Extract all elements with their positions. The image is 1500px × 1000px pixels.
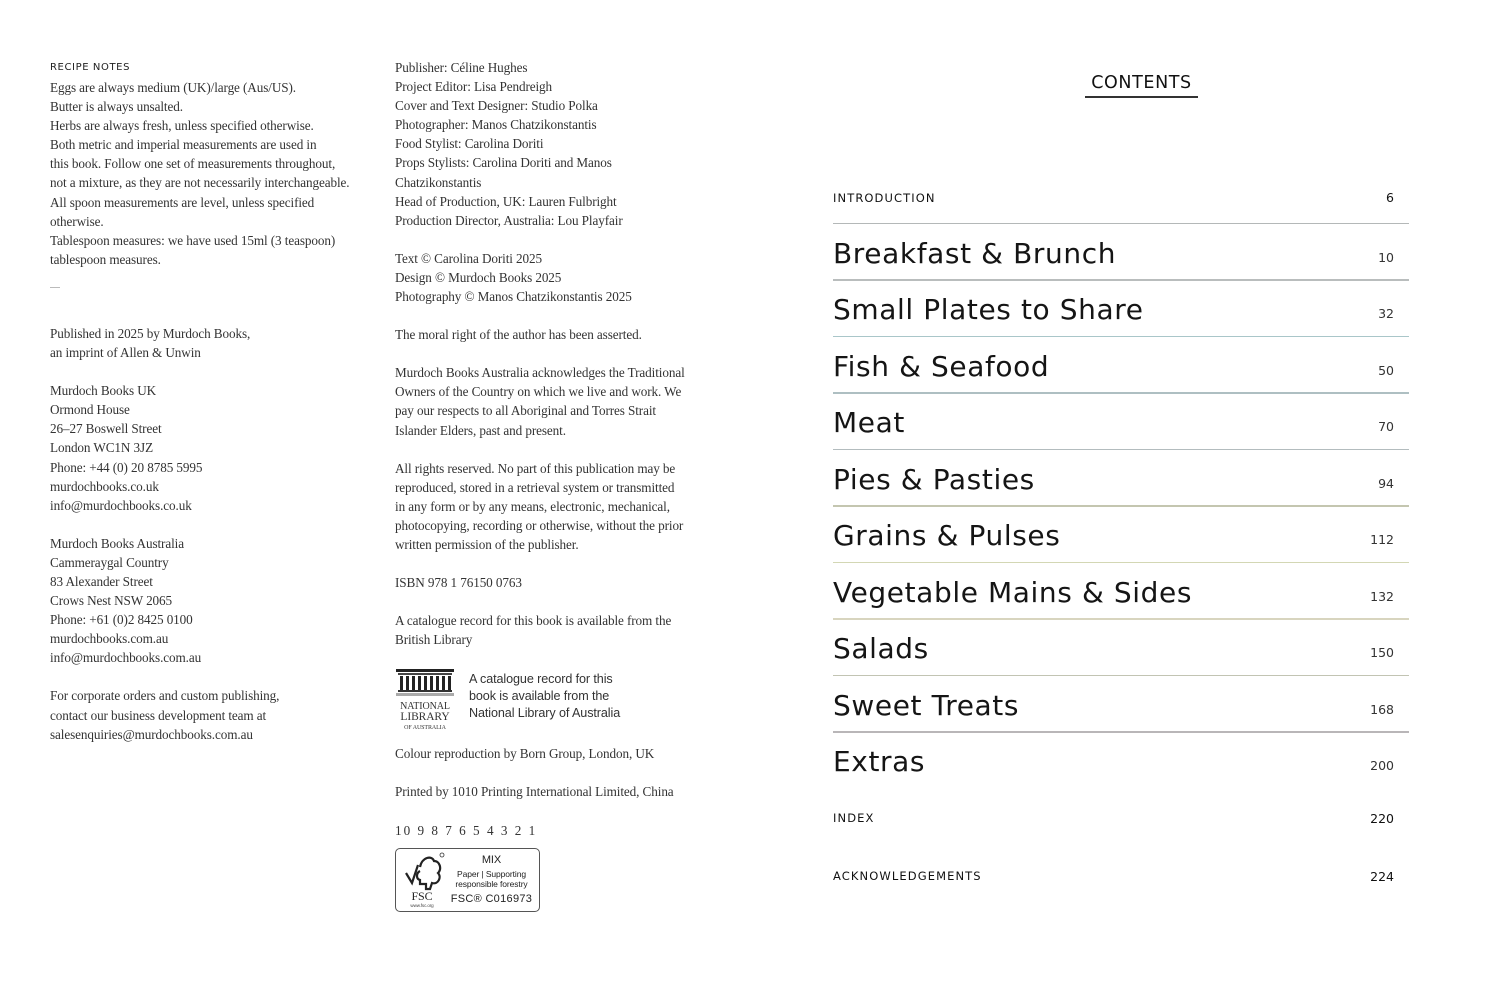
toc-entry-page-number: 200 [1370, 758, 1394, 774]
credits-team [395, 58, 715, 230]
printer-line: Printed by 1010 Printing International Limited, China [395, 784, 674, 800]
national-library-logo-icon [395, 668, 455, 732]
copyright-line: Design © Murdoch Books 2025 [395, 269, 562, 285]
toc-entry[interactable] [833, 620, 1409, 677]
svg-text:OF AUSTRALIA: OF AUSTRALIA [404, 725, 446, 732]
toc-entry-page-number: 6 [1386, 190, 1394, 205]
email-link[interactable]: info@murdochbooks.co.uk [50, 497, 192, 513]
rights-reserved [395, 459, 715, 554]
corporate-orders [50, 686, 380, 743]
toc-entry-title: Pies & Pasties [833, 462, 1035, 496]
recipe-notes-heading: RECIPE NOTES [50, 62, 131, 73]
recipe-note-line: All spoon measurements are level, unless specified [50, 194, 315, 210]
phone-line: Phone: +44 (0) 20 8785 5995 [50, 459, 203, 475]
toc-divider [833, 904, 1409, 906]
address-line: 26–27 Boswell Street [50, 421, 162, 437]
toc-entry[interactable] [833, 507, 1409, 564]
toc-entry[interactable] [833, 171, 1409, 224]
nla-catalogue-text [469, 668, 620, 722]
nla-text-line: A catalogue record for this [469, 672, 613, 687]
credit-line: Chatzikonstantis [395, 174, 482, 190]
recipe-note-line: Both metric and imperial measurements are used in [50, 137, 317, 153]
website-link[interactable]: murdochbooks.com.au [50, 631, 169, 647]
acknowledgement-line: Owners of the Country on which we live and work. We [395, 384, 682, 400]
rights-line: photocopying, recording or otherwise, without the prior [395, 517, 684, 533]
contents-title: CONTENTS [1085, 73, 1198, 98]
svg-text:www.fsc.org: www.fsc.org [410, 902, 434, 908]
au-office-address [50, 534, 380, 668]
address-line: Crows Nest NSW 2065 [50, 593, 173, 609]
toc-entry-title: ACKNOWLEDGEMENTS [833, 869, 982, 883]
fsc-certification-badge [395, 848, 540, 912]
acknowledgement-line: Islander Elders, past and present. [395, 422, 566, 438]
phone-line: Phone: +61 (0)2 8425 0100 [50, 612, 193, 628]
fsc-mix-label: MIX [481, 853, 502, 866]
uk-office-address [50, 381, 380, 515]
toc-entry-page-number: 224 [1370, 868, 1394, 884]
section-separator-dash [50, 287, 60, 288]
recipe-note-line: not a mixture, as they are not necessarily interchangeable. [50, 175, 350, 191]
recipe-note-line: tablespoon measures. [50, 251, 161, 267]
svg-text:FSC: FSC [411, 888, 433, 903]
address-line: Cammeraygal Country [50, 554, 169, 570]
recipe-note-line: Herbs are always fresh, unless specified otherwise. [50, 118, 314, 134]
toc-entry[interactable] [833, 847, 1409, 905]
print-number-line [395, 821, 715, 840]
recipe-note-line: this book. Follow one set of measurements throughout, [50, 156, 336, 172]
fsc-code: FSC® C016973 [450, 892, 533, 905]
toc-entry-page-number: 32 [1378, 306, 1394, 322]
toc-entry-page-number: 94 [1378, 475, 1394, 491]
credit-line: Props Stylists: Carolina Doriti and Manos [395, 155, 612, 171]
british-library-record [395, 611, 715, 649]
toc-entry-title: INTRODUCTION [833, 190, 936, 205]
recipe-note-line: Butter is always unsalted. [50, 99, 183, 115]
credit-line: Photographer: Manos Chatzikonstantis [395, 117, 597, 133]
address-line: Murdoch Books Australia [50, 535, 184, 551]
toc-entry-title: Sweet Treats [833, 688, 1020, 722]
website-link[interactable]: murdochbooks.co.uk [50, 478, 159, 494]
toc-entry[interactable] [833, 281, 1409, 338]
toc-entry-title: Meat [833, 406, 905, 440]
address-line: Ormond House [50, 402, 130, 418]
table-of-contents [833, 171, 1409, 905]
published-by [50, 324, 380, 362]
corporate-line: contact our business development team at [50, 707, 267, 723]
toc-entry-title: Vegetable Mains & Sides [833, 575, 1193, 609]
country-acknowledgement [395, 363, 715, 439]
rights-line: written permission of the publisher. [395, 536, 579, 552]
recipe-note-line: Tablespoon measures: we have used 15ml (3 teaspoon) [50, 232, 336, 248]
toc-entry[interactable] [833, 733, 1409, 790]
toc-entry-page-number: 132 [1370, 588, 1394, 604]
moral-right [395, 325, 715, 344]
credit-line: Head of Production, UK: Lauren Fulbright [395, 193, 617, 209]
copyright-notices [395, 249, 715, 306]
corporate-line: For corporate orders and custom publishing, [50, 688, 280, 704]
imprint-left-column [50, 60, 380, 744]
toc-entry[interactable] [833, 224, 1409, 281]
sales-email-link[interactable]: salesenquiries@murdochbooks.com.au [50, 726, 253, 742]
recipe-notes [50, 78, 380, 269]
toc-entry-title: Small Plates to Share [833, 293, 1144, 327]
rights-line: reproduced, stored in a retrieval system or transmitted [395, 479, 675, 495]
isbn-line: ISBN 978 1 76150 0763 [395, 575, 522, 591]
credit-line: Cover and Text Designer: Studio Polka [395, 98, 598, 114]
toc-entry-page-number: 150 [1370, 645, 1394, 661]
fsc-sub-label: Paper | Supporting [457, 868, 526, 879]
toc-entry-page-number: 112 [1370, 532, 1394, 548]
moral-right-line: The moral right of the author has been asserted. [395, 327, 642, 343]
toc-entry[interactable] [833, 337, 1409, 394]
published-line: Published in 2025 by Murdoch Books, [50, 325, 251, 341]
rights-line: in any form or by any means, electronic, mechanical, [395, 498, 670, 514]
fsc-sub-label: responsible forestry [455, 878, 528, 889]
toc-entry-page-number: 50 [1378, 362, 1394, 378]
toc-entry-page-number: 10 [1378, 249, 1394, 265]
credit-line: Production Director, Australia: Lou Playfair [395, 212, 623, 228]
credit-line: Project Editor: Lisa Pendreigh [395, 79, 553, 95]
fsc-label [448, 854, 535, 906]
toc-entry-title: Grains & Pulses [833, 519, 1061, 553]
credit-line: Food Stylist: Carolina Doriti [395, 136, 544, 152]
toc-entry-title: Fish & Seafood [833, 349, 1050, 383]
svg-text:NATIONAL: NATIONAL [400, 701, 450, 713]
nla-text-line: National Library of Australia [469, 706, 621, 721]
acknowledgement-line: Murdoch Books Australia acknowledges the Traditional [395, 365, 685, 381]
toc-entry-page-number: 70 [1378, 419, 1394, 435]
toc-entry-title: INDEX [833, 811, 875, 825]
published-line: an imprint of Allen & Unwin [50, 345, 201, 361]
colour-repro-line: Colour reproduction by Born Group, London, UK [395, 746, 655, 762]
copyright-line: Photography © Manos Chatzikonstantis 2025 [395, 289, 632, 305]
imprint-credits-column [395, 58, 715, 912]
toc-entry-page-number: 168 [1370, 701, 1394, 717]
address-line: 83 Alexander Street [50, 573, 153, 589]
toc-entry-page-number: 220 [1370, 810, 1394, 826]
svg-text:LIBRARY: LIBRARY [400, 711, 450, 724]
fsc-tree-logo-icon [400, 851, 448, 909]
recipe-note-line: otherwise. [50, 213, 104, 229]
print-line: 10 9 8 7 6 5 4 3 2 1 [395, 822, 538, 838]
acknowledgement-line: pay our respects to all Aboriginal and Torres Strait [395, 403, 656, 419]
catalogue-line: A catalogue record for this book is available from the [395, 613, 672, 629]
copyright-line: Text © Carolina Doriti 2025 [395, 250, 543, 266]
credit-line: Publisher: Céline Hughes [395, 60, 528, 75]
toc-entry-title: Salads [833, 632, 929, 666]
toc-entry-title: Extras [833, 745, 926, 779]
colour-reproduction [395, 744, 715, 763]
toc-entry-title: Breakfast & Brunch [833, 236, 1117, 270]
toc-entry[interactable] [833, 676, 1409, 733]
isbn [395, 573, 715, 592]
nla-text-line: book is available from the [469, 689, 610, 704]
national-library-record [395, 668, 715, 732]
catalogue-line: British Library [395, 632, 473, 648]
address-line: London WC1N 3JZ [50, 440, 154, 456]
address-line: Murdoch Books UK [50, 383, 157, 399]
printer [395, 782, 715, 801]
toc-entry[interactable] [833, 563, 1409, 620]
toc-entry[interactable] [833, 789, 1409, 847]
rights-line: All rights reserved. No part of this publication may be [395, 460, 676, 476]
toc-entry[interactable] [833, 450, 1409, 507]
toc-entry[interactable] [833, 394, 1409, 451]
recipe-note-line: Eggs are always medium (UK)/large (Aus/US). [50, 80, 296, 95]
email-link[interactable]: info@murdochbooks.com.au [50, 650, 202, 666]
